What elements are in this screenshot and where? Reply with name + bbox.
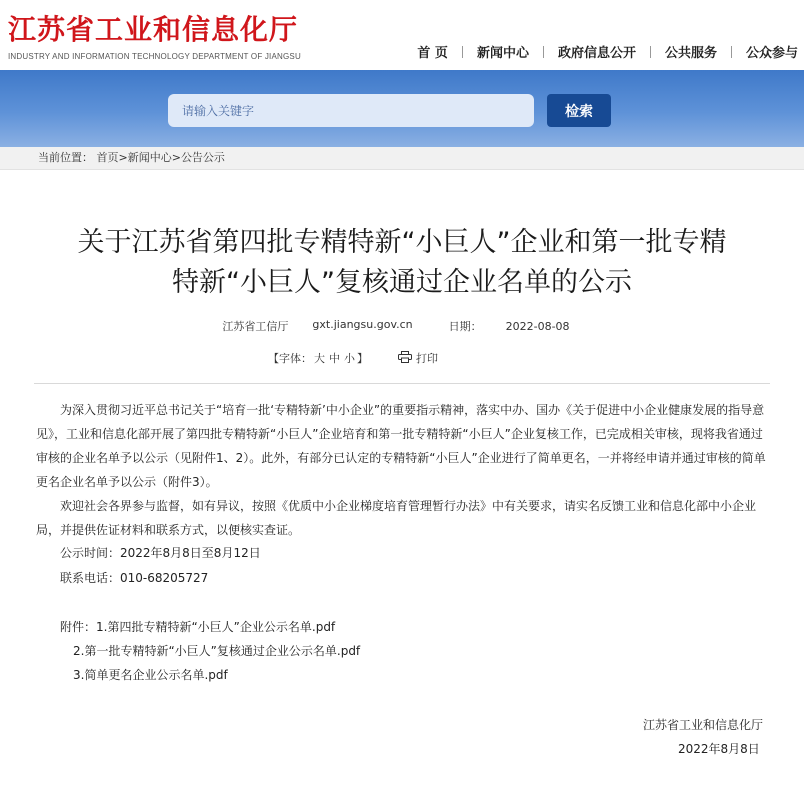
printer-icon: [398, 351, 416, 366]
print-button[interactable]: [398, 350, 438, 366]
attachment-link-3[interactable]: 3.简单更名企业公示名单.pdf: [73, 668, 228, 682]
article-date: [437, 318, 582, 334]
nav-news-center[interactable]: 新闻中心: [476, 46, 529, 61]
title-line-1: 关于江苏省第四批专精特新“小巨人”企业和第一批专精: [77, 227, 727, 259]
nav-divider: [462, 46, 463, 58]
contact-phone: 联系电话：010-68205727: [60, 571, 209, 585]
signature-org: 江苏省工业和信息化厅: [643, 718, 764, 732]
nav-gov-info[interactable]: 政府信息公开: [557, 46, 636, 61]
article-paragraph: 欢迎社会各界参与监督，如有异议，按照《优质中小企业梯度培育管理暂行办法》中有关要求，请实名反馈工业和信息化部中小企业局，并提供佐证材料和联系方式，以便核实查证。: [36, 499, 757, 537]
breadcrumb: [0, 147, 804, 170]
nav-public-service[interactable]: 公共服务: [664, 46, 717, 61]
article-tools: [268, 350, 438, 366]
font-size-small-button[interactable]: 小: [344, 352, 355, 365]
article-source: 江苏省工信厅: [222, 320, 289, 333]
search-banner: [0, 70, 804, 147]
article-body: [36, 398, 768, 542]
attachments-label: 附件：: [60, 620, 97, 634]
main-nav: [417, 42, 798, 61]
nav-divider: [731, 46, 732, 58]
breadcrumb-announcements[interactable]: 公告公示: [180, 151, 225, 164]
search-input[interactable]: [168, 94, 534, 127]
content-divider: [34, 383, 770, 384]
nav-public-participation[interactable]: 公众参与: [745, 46, 798, 61]
signature-date: 2022年8月8日: [678, 742, 760, 756]
site-logo-english: INDUSTRY AND INFORMATION TECHNOLOGY DEPARTMENT OF JIANGSU: [8, 52, 301, 61]
font-size-large-button[interactable]: 大: [314, 352, 325, 365]
print-label: 打印: [416, 352, 438, 365]
breadcrumb-separator: >: [171, 151, 181, 164]
nav-divider: [650, 46, 651, 58]
notice-period: 公示时间：2022年8月8日至8月12日: [60, 546, 261, 560]
article-paragraph: 为深入贯彻习近平总书记关于“培育一批‘专精特新’中小企业”的重要指示精神，落实中办、国办《关于促进中小企业健康发展的指导意见》，工业和信息化部开展了第四批专精特新“小巨人”企业培育和第一批专精特新“小巨人”企业复核工作，已完成相关审核，现将我省通过审核的企业名单予以公示（见附件1、2）。此外，有部分已认定的专精特新“小巨人”企业进行了简单更名，一并将经申请并通过审核的简单更名企业名单予以公示（附件3）。: [36, 403, 766, 489]
title-line-2: 特新“小巨人”复核通过企业名单的公示: [172, 267, 632, 299]
breadcrumb-news-center[interactable]: 新闻中心: [127, 151, 172, 164]
article-meta: [0, 318, 804, 334]
breadcrumb-separator: >: [118, 151, 128, 164]
date-value: 2022-08-08: [505, 320, 570, 333]
breadcrumb-home[interactable]: 首页: [96, 151, 119, 164]
article-site: gxt.jiangsu.gov.cn: [312, 318, 413, 331]
attachment-link-2[interactable]: 2.第一批专精特新“小巨人”复核通过企业公示名单.pdf: [73, 644, 361, 658]
font-size-close: 】: [357, 352, 368, 365]
date-label: 日期：: [448, 320, 482, 333]
search-button[interactable]: 检索: [547, 94, 611, 127]
font-size-medium-button[interactable]: 中: [329, 352, 340, 365]
page-title: [20, 223, 784, 303]
attachment-link-1[interactable]: 1.第四批专精特新“小巨人”企业公示名单.pdf: [96, 620, 336, 634]
nav-home[interactable]: 首 页: [417, 46, 448, 61]
site-logo[interactable]: 江苏省工业和信息化厅: [8, 13, 299, 46]
nav-divider: [543, 46, 544, 58]
breadcrumb-prefix: 当前位置：: [38, 151, 93, 164]
site-header: [0, 0, 804, 70]
font-size-label: 【字体：: [268, 352, 312, 365]
